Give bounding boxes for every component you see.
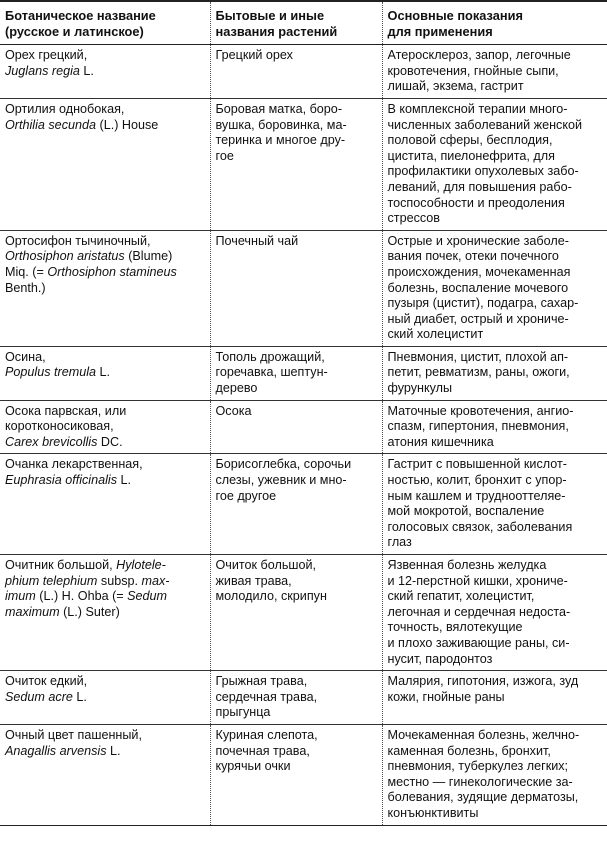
- indications-cell: [382, 454, 607, 555]
- cell-line: болезнь, воспаление мочевого: [387, 280, 569, 295]
- cell-line: болевания, зудящие дерматозы,: [387, 790, 579, 805]
- cell-line: [5, 365, 206, 381]
- cell-line: профилактики опухолевых забо-: [387, 164, 579, 179]
- cell-line: сердечная трава,: [215, 689, 318, 704]
- cell-line: теринка и многое дру-: [215, 133, 346, 148]
- name-text: коротконосиковая,: [5, 419, 114, 434]
- cell-line: лишай, экзема, гастрит: [387, 79, 524, 94]
- cell-line: голосовых связок, заболевания: [387, 519, 573, 534]
- header-line: для применения: [387, 23, 493, 39]
- cell-line: прыгунца: [215, 705, 271, 720]
- table-row: [0, 45, 607, 99]
- cell-line: [5, 118, 206, 134]
- cell-line: живая трава,: [215, 573, 292, 588]
- cell-line: [5, 728, 206, 744]
- name-text: Орех грецкий,: [5, 48, 88, 63]
- name-text: Очитник большой,: [5, 558, 117, 572]
- name-text: L.: [106, 743, 121, 758]
- name-text: L.: [79, 63, 94, 78]
- cell-line: тоспособности и преодоления: [387, 195, 565, 210]
- cell-line: [5, 249, 206, 265]
- cell-line: леваний, для повышения рабо-: [387, 179, 572, 194]
- cell-line: слезы, ужевник и мно-: [215, 473, 347, 488]
- cell-line: и 12-перстной кишки, хрониче-: [387, 573, 568, 588]
- cell-line: молодило, скрипун: [215, 589, 327, 604]
- cell-line: [5, 589, 206, 605]
- header-botanical-name: [0, 1, 210, 45]
- cell-line: кровотечения, гнойные сыпи,: [387, 63, 559, 78]
- table-row: [0, 555, 607, 671]
- common-names-cell: [210, 724, 382, 825]
- name-text: Benth.): [5, 280, 46, 295]
- botanical-name-cell: [0, 98, 210, 230]
- name-text: (Blume): [124, 249, 173, 264]
- name-text: Осина,: [5, 349, 46, 364]
- cell-line: Борисоглебка, сорочьи: [215, 457, 352, 472]
- latin-name-text: Hylotele-: [116, 558, 166, 572]
- name-text: Ортилия однобокая,: [5, 101, 125, 116]
- table-row: [0, 346, 607, 400]
- cell-line: [5, 404, 206, 420]
- cell-line: пузыря (цистит), подагра, сахар-: [387, 296, 579, 311]
- cell-line: [5, 605, 206, 621]
- cell-line: каменная болезнь, бронхит,: [387, 743, 551, 758]
- cell-line: стрессов: [387, 211, 441, 226]
- cell-line: ный диабет, острый и хрониче-: [387, 311, 569, 326]
- botanical-name-cell: [0, 230, 210, 346]
- latin-name-text: Carex brevicollis: [5, 434, 98, 449]
- name-text: Очный цвет пашенный,: [5, 727, 142, 742]
- cell-line: местно — гинекологические за-: [387, 774, 573, 789]
- indications-cell: [382, 45, 607, 99]
- table-row: [0, 724, 607, 825]
- cell-line: Пневмония, цистит, плохой ап-: [387, 349, 569, 364]
- cell-line: [5, 574, 206, 590]
- latin-name-text: Populus tremula: [5, 365, 97, 380]
- cell-line: [5, 419, 206, 435]
- common-names-cell: [210, 346, 382, 400]
- latin-name-text: Sedum: [127, 589, 168, 604]
- cell-line: [5, 558, 206, 574]
- cell-line: Очиток большой,: [215, 558, 317, 572]
- name-text: L.: [72, 689, 87, 704]
- botanical-name-cell: [0, 724, 210, 825]
- cell-line: Куриная слепота,: [215, 727, 318, 742]
- latin-name-text: max-: [141, 573, 170, 588]
- indications-cell: [382, 230, 607, 346]
- common-names-cell: [210, 45, 382, 99]
- cell-line: конъюнктивиты: [387, 805, 479, 820]
- indications-cell: [382, 98, 607, 230]
- indications-cell: [382, 346, 607, 400]
- cell-line: [5, 265, 206, 281]
- common-names-cell: [210, 230, 382, 346]
- table-row: [0, 454, 607, 555]
- cell-line: ский холецистит: [387, 327, 484, 342]
- cell-line: происхождения, мочекаменная: [387, 264, 571, 279]
- cell-line: [5, 350, 206, 366]
- cell-line: [5, 690, 206, 706]
- cell-line: вушка, боровинка, ма-: [215, 117, 347, 132]
- latin-name-text: Orthosiphon stamineus: [47, 264, 177, 279]
- cell-line: [5, 473, 206, 489]
- botanical-name-cell: [0, 400, 210, 454]
- header-line: Бытовые и иные: [215, 8, 325, 23]
- cell-line: численных заболеваний женской: [387, 117, 583, 132]
- latin-name-text: Orthilia secunda: [5, 117, 97, 132]
- latin-name-text: Sedum acre: [5, 689, 73, 704]
- name-text: (L.) Suter): [59, 604, 120, 619]
- cell-line: глаз: [387, 535, 412, 550]
- header-line: (русское и латинское): [5, 23, 144, 39]
- latin-name-text: Euphrasia officinalis: [5, 473, 118, 488]
- cell-line: [5, 674, 206, 690]
- table-body: [0, 45, 607, 825]
- cell-line: В комплексной терапии много-: [387, 101, 568, 116]
- name-text: (L.) House: [96, 117, 159, 132]
- cell-line: горечавка, шептун-: [215, 365, 328, 380]
- cell-line: ным кашлем и труднооттеляе-: [387, 488, 566, 503]
- common-names-cell: [210, 555, 382, 671]
- cell-line: легочная и сердечная недоста-: [387, 604, 571, 619]
- cell-line: Грыжная трава,: [215, 674, 308, 689]
- indications-cell: [382, 555, 607, 671]
- cell-line: ский гепатит, холецистит,: [387, 589, 535, 604]
- cell-line: точность, вялотекущие: [387, 620, 523, 635]
- botanical-name-cell: [0, 555, 210, 671]
- name-text: Очиток едкий,: [5, 674, 88, 689]
- cell-line: атония кишечника: [387, 434, 494, 449]
- table-row: [0, 671, 607, 725]
- cell-line: Грецкий орех: [215, 48, 293, 63]
- cell-line: [5, 281, 206, 297]
- latin-name-text: Orthosiphon aristatus: [5, 249, 125, 264]
- cell-line: петит, ревматизм, раны, ожоги,: [387, 365, 570, 380]
- name-text: Осока парвская, или: [5, 403, 127, 418]
- cell-line: Почечный чай: [215, 233, 299, 248]
- cell-line: ностью, колит, бронхит с упор-: [387, 473, 567, 488]
- cell-line: [5, 102, 206, 118]
- name-text: L.: [96, 365, 111, 380]
- cell-line: Боровая матка, боро-: [215, 101, 343, 116]
- cell-line: гое другое: [215, 488, 277, 503]
- botanical-name-cell: [0, 671, 210, 725]
- cell-line: фурункулы: [387, 381, 453, 396]
- cell-line: Атеросклероз, запор, легочные: [387, 48, 571, 63]
- cell-line: половой сферы, бесплодия,: [387, 133, 553, 148]
- latin-name-text: maximum: [5, 604, 60, 619]
- cell-line: цистита, пиелонефрита, для: [387, 148, 555, 163]
- cell-line: [5, 64, 206, 80]
- table-row: [0, 98, 607, 230]
- table-row: [0, 230, 607, 346]
- name-text: Ортосифон тычиночный,: [5, 233, 151, 248]
- cell-line: Гастрит с повышенной кислот-: [387, 457, 567, 472]
- cell-line: [5, 435, 206, 451]
- common-names-cell: [210, 98, 382, 230]
- header-line: Основные показания: [387, 8, 523, 23]
- table-row: [0, 400, 607, 454]
- latin-name-text: imum: [5, 589, 36, 604]
- cell-line: [5, 457, 206, 473]
- header-common-names: [210, 1, 382, 45]
- latin-name-text: Juglans regia: [5, 63, 80, 78]
- cell-line: Маточные кровотечения, ангио-: [387, 403, 574, 418]
- cell-line: Острые и хронические заболе-: [387, 233, 569, 248]
- cell-line: [5, 744, 206, 760]
- cell-line: [5, 48, 206, 64]
- header-line: Ботаническое название: [5, 8, 156, 23]
- latin-name-text: Anagallis arvensis: [5, 743, 107, 758]
- name-text: Miq. (=: [5, 264, 48, 279]
- name-text: L.: [117, 473, 132, 488]
- indications-cell: [382, 724, 607, 825]
- name-text: DC.: [97, 434, 123, 449]
- cell-line: гое: [215, 148, 234, 163]
- common-names-cell: [210, 671, 382, 725]
- cell-line: Язвенная болезнь желудка: [387, 558, 547, 572]
- cell-line: кожи, гнойные раны: [387, 689, 505, 704]
- cell-line: курячьи очки: [215, 759, 291, 774]
- common-names-cell: [210, 400, 382, 454]
- table-header: [0, 1, 607, 45]
- cell-line: Тополь дрожащий,: [215, 349, 325, 364]
- cell-line: Мочекаменная болезнь, желчно-: [387, 727, 580, 742]
- header-line: названия растений: [215, 23, 338, 39]
- cell-line: мой мокротой, воспаление: [387, 504, 545, 519]
- cell-line: дерево: [215, 381, 258, 396]
- cell-line: Осока: [215, 403, 252, 418]
- name-text: (L.) H. Ohba (=: [35, 589, 128, 604]
- cell-line: и плохо заживающие раны, си-: [387, 635, 570, 650]
- botanical-name-cell: [0, 45, 210, 99]
- cell-line: Малярия, гипотония, изжога, зуд: [387, 674, 579, 689]
- indications-cell: [382, 671, 607, 725]
- botanical-name-cell: [0, 454, 210, 555]
- cell-line: нусит, пародонтоз: [387, 651, 493, 666]
- header-indications: [382, 1, 607, 45]
- botanical-name-cell: [0, 346, 210, 400]
- cell-line: спазм, гипертония, пневмония,: [387, 419, 569, 434]
- name-text: subsp.: [97, 573, 142, 588]
- cell-line: почечная трава,: [215, 743, 310, 758]
- name-text: Очанка лекарственная,: [5, 457, 143, 472]
- latin-name-text: phium telephium: [5, 573, 98, 588]
- cell-line: пневмония, туберкулез легких;: [387, 759, 569, 774]
- common-names-cell: [210, 454, 382, 555]
- cell-line: [5, 234, 206, 250]
- header-row: [0, 1, 607, 45]
- indications-cell: [382, 400, 607, 454]
- cell-line: вания почек, отеки почечного: [387, 249, 559, 264]
